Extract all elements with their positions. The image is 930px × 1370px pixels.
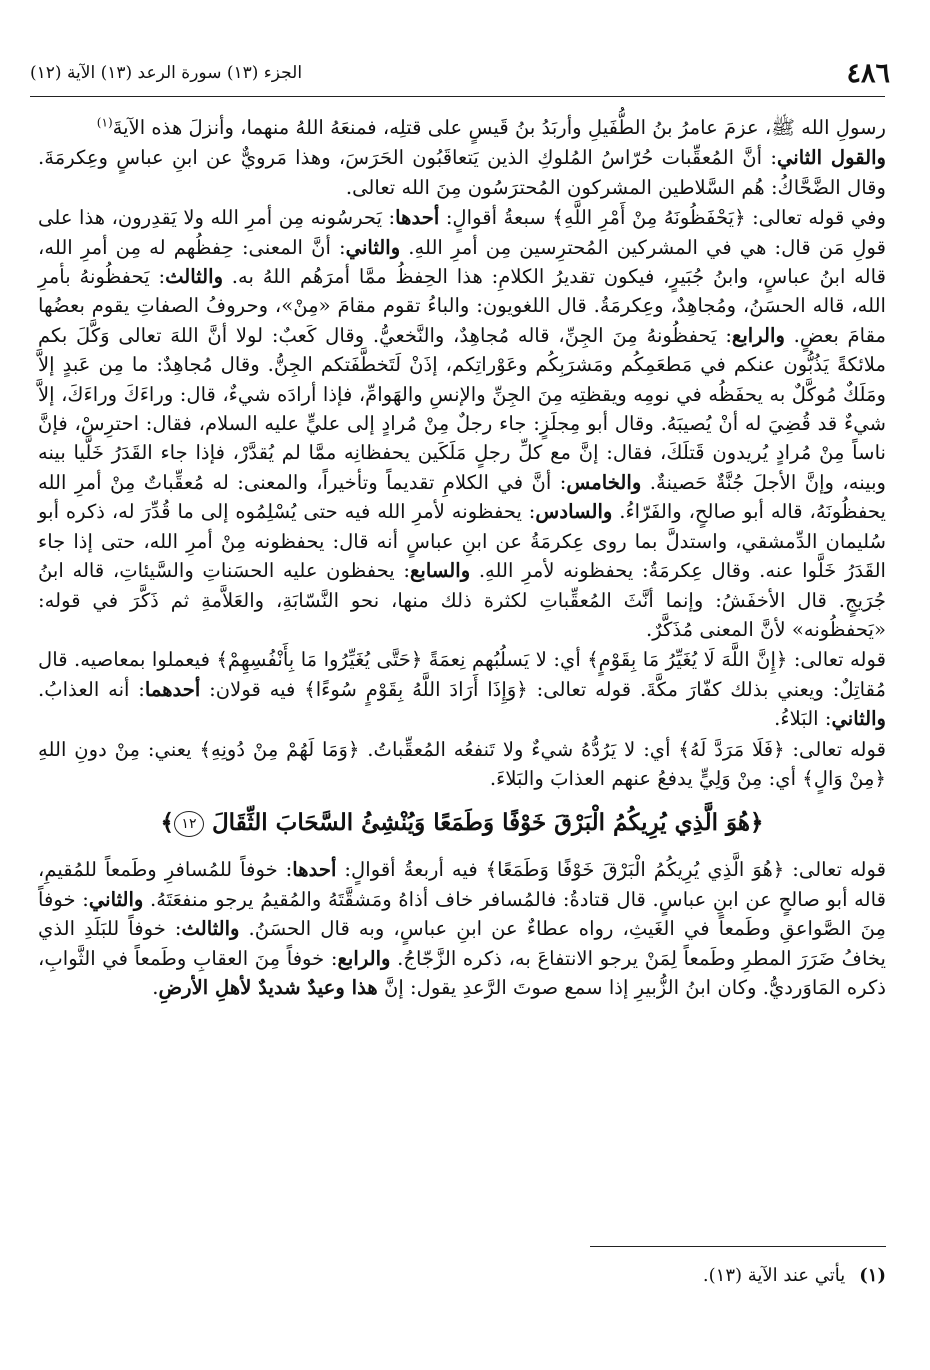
- running-head: الجزء (١٣) سورة الرعد (١٣) الآية (١٢): [30, 63, 303, 83]
- paragraph-text: قوله تعالى: ﴿إِنَّ اللَّهَ لَا يُغَيِّرُ مَا بِقَوْمٍ﴾ أي: لا يَسلُبُهم نِعمَةً ﴿حَتَّى يُغَيِّرُوا مَا بِأَنْفُسِهِمْ﴾ فيعملوا بمعاصيه. قال مُقاتِلٌ: ويعني بذلك كفّارَ مكَّةَ. قوله تعالى: ﴿وَإِذَا أَرَادَ اللَّهُ بِقَوْمٍ سُوءًا﴾ فيه قولان:: [38, 648, 886, 701]
- paragraph-text: : خوفاً للبَلَدِ الذي يخافُ ضَرَرَ المطرِ وطَمعاً لِمَنْ يرجو الانتفاعَ به، ذكره الزَّجّاجُ.: [38, 917, 887, 970]
- opinion-label: والثاني: [88, 887, 144, 911]
- opinion-label: أحدها: [395, 206, 440, 230]
- paragraph-text: : خوفاً للمُسافرِ وطَمعاً للمُقيمِ، قاله أبو صالحٍ عن ابنِ عباسٍ. قال قتادةُ: فالمُسافر خاف أذاهُ ومَشقَّتَهُ والمُقيمُ يرجو منفعَتَهُ.: [38, 858, 886, 911]
- paragraph-text: قوله تعالى: ﴿هُوَ الَّذِي يُرِيكُمُ الْبَرْقَ خَوْفًا وَطَمَعًا﴾ فيه أربعةُ أقوالٍ:: [336, 858, 886, 882]
- header-rule: [30, 96, 885, 97]
- paragraph-text: : يحفظونه لأمرِ الله فيه حتى يُسْلِمُوه إلى ما قُدِّرَ له، ذكره أبو سُليمان الدِّمشقي، واستدلَّ بما روى عِكرمَةُ عن ابنِ عباسٍ أنه قال: يحفظونه مِنْ أمرِ الله، حتى إذا جاء القَدَرُ خَلَّوا عنه. وقال عِكرمَةُ: يحفظونه لأمرِ اللهِ.: [38, 500, 887, 583]
- opinion-label: والثاني: [831, 707, 886, 731]
- paragraph-text: : يَحفظُونهُ بأمرِ الله، قاله الحسَنُ، ومُجاهِدٌ، وعِكرمَةُ. قال اللغويون: والباءُ تقوم مقامَ «مِنْ»، وحروفُ الصفاتِ يقوم بعضُها مقامَ بعضٍ.: [38, 265, 886, 347]
- footnote-number: (١): [859, 1265, 886, 1286]
- opinion-label: والرابع: [731, 323, 785, 347]
- paragraph-4: [38, 645, 886, 733]
- emphasis-text: هذا وعيدٌ شديدٌ لأهلِ الأرضِ: [158, 975, 378, 999]
- paragraph-text: قوله تعالى: ﴿فَلَا مَرَدَّ لَهُ﴾ أي: لا يَرُدُّهُ شيءٌ ولا تَنفعُه المُعقِّباتُ. ﴿وَمَا لَهُمْ مِنْ دُونِهِ﴾ يعني: مِنْ دونِ اللهِ ﴿مِنْ وَالٍ﴾ أي: مِنْ وَلِيٍّ يدفعُ عنهم العذابَ والبَلاءَ.: [38, 737, 886, 790]
- opinion-label: والسادس: [535, 500, 613, 524]
- opinion-label: والثالث: [181, 917, 240, 941]
- verse-close-bracket: ﴾: [160, 809, 174, 837]
- opinion-label: والرابع: [337, 946, 391, 970]
- opinion-label: والثاني: [345, 235, 401, 259]
- footnote-reference[interactable]: (١): [96, 115, 113, 130]
- heading-second-opinion: والقول الثاني: [776, 146, 886, 170]
- paragraph-5: [38, 735, 886, 794]
- opinion-label: أحدها: [292, 858, 337, 882]
- quran-verse: [38, 793, 886, 855]
- ayah-number-marker: ١٢: [174, 811, 204, 837]
- paragraph-text: : البَلاءُ.: [774, 707, 832, 731]
- paragraph-text: : أنَّ المعنى: حِفظُهم له مِن أمرِ الله، قاله ابنُ عباسٍ، وابنُ جُبَيرٍ، فيكون تقديرُ الكلامِ: هذا الحِفظُ ممَّا أمرَهُم اللهُ به.: [38, 235, 886, 289]
- paragraph-text: .: [152, 975, 159, 999]
- paragraph-text: : أنَّ المُعقِّبات حُرّاسُ المُلوكِ الذين يَتعاقَبُون الحَرَسَ، وهذا مَرويٌّ عن ابنِ عباسٍ وعِكرمَةَ. وقال الضَّحَّاكُ: هُم السَّلاطين المشركون المُحترَسُون مِنَ الله تعالى.: [38, 146, 886, 199]
- paragraph-text: : يَحفظُونهُ مِنَ الجِنِّ، قاله مُجاهِدٌ، والنَّخعيُّ. وقال كَعبٌ: لولا أنَّ اللهَ تعالى وَكَّلَ بكم ملائكةً يَذُبُّون عنكم في مَطعَمِكُم ومَشرَبِكُم وعَوْراتِكم، إذَنْ لَتَخطَّفَتكم الجِنُّ. وقال مُجاهِدٌ: ما مِن عَبدٍ إلاَّ ومَلَكٌ مُوكَّلٌ به يحفَظُه في نومِه ويقظتِه مِنَ الجِنِّ والإنسِ والهَوامِّ، فإذا أرادَه شيءٌ، قال: وراءَكَ وراءَكَ، إلاَّ شيءٌ قد قُضِيَ له أنْ يُصيبَهُ. وقال أبو مِجلَزٍ: جاء رجلٌ مِنْ مُرادٍ إلى عليٍّ عليه السلام، فقال: احترِسْ، فإنَّ ناساً مِنْ مُرادٍ يُريدون قَتلَكَ، فقال: إنَّ مع كلِّ رجلٍ مَلَكَين يحفظانِه ممَّا لم يُقدَّرْ، فإذا جاء القَدَرُ خَلَّيا بينه وبينه، وإنَّ الأجلَ جُنَّةٌ حَصينةٌ.: [38, 323, 886, 494]
- paragraph-text: : يَحرسُونه مِن أمرِ الله ولا يَقدِرون، هذا على قولِ مَن قال: هي في المشركين المُحترِسين مِن أمرِ اللهِ.: [38, 206, 887, 259]
- paragraph-2: [38, 143, 886, 202]
- opinion-label: والسابع: [409, 559, 471, 583]
- paragraph-text: : أنه العذابُ.: [38, 677, 145, 701]
- opinion-label: والخامس: [566, 470, 642, 494]
- footnote-rule: [590, 1246, 886, 1247]
- paragraph-text: وفي قوله تعالى: ﴿يَحْفَظُونَهُ مِنْ أَمْرِ اللَّهِ﴾ سبعةُ أقوالٍ:: [439, 206, 886, 230]
- footnote-item: [44, 1262, 886, 1290]
- paragraph-3: [38, 203, 886, 644]
- verse-text: ﴿هُوَ الَّذِي يُرِيكُمُ الْبَرْقَ خَوْفًا وَطَمَعًا وَيُنْشِئُ السَّحَابَ الثِّقَالَ: [211, 809, 764, 837]
- paragraph-1: [38, 113, 886, 142]
- opinion-label: والثالث: [165, 265, 224, 289]
- footnote-text: يأتي عند الآية (١٣).: [702, 1265, 846, 1286]
- paragraph-text: : خوفاً مِنَ العقابِ وطَمعاً في الثَّوابِ، ذكره المَاوَرديُّ. وكان ابنُ الزُّبيرِ إذا سمع صوتَ الرَّعدِ يقول: إنَّ: [38, 946, 886, 999]
- paragraph-text: : خوفاً مِنَ الصَّواعقِ وطَمعاً في الغَيثِ، رواه عطاءٌ عن ابنِ عباسٍ، وبه قال الحسَنُ.: [38, 887, 886, 941]
- paragraph-text: : أنَّ في الكلامِ تقديماً وتأخيراً، والمعنى: له مُعقِّباتٌ مِنْ أمرِ الله يحفظُونَهُ، قاله أبو صالحٍ، والفَرّاءُ.: [38, 470, 886, 524]
- page-header: [30, 55, 890, 91]
- opinion-label: أحدهما: [144, 677, 201, 701]
- footnotes: [44, 1262, 886, 1290]
- page-number: ٤٨٦: [846, 57, 890, 89]
- main-text: [38, 113, 886, 1002]
- paragraph-text: رسولِ الله ﷺ، عزمَ عامرُ بنُ الطُّفَيلِ وأربَدُ بنُ قَيسٍ على قتلِه، فمنعَهُ اللهُ منهما، وأنزلَ هذه الآيةَ: [112, 116, 886, 139]
- paragraph-text: : يحفظون عليه الحسَناتِ والسَّيئاتِ، قاله ابنُ جُرَيجٍ. قال الأخفَشُ: وإنما أنَّثَ المُعقِّباتِ لكثرة ذلك منها، نحو النَّسّابَةِ، والعَلاَّمةِ ثم ذَكَّرَ في قوله: «يَحفظُونه» لأنَّ المعنى مُذَكَّرٌ.: [38, 559, 886, 641]
- paragraph-6: [38, 855, 886, 1002]
